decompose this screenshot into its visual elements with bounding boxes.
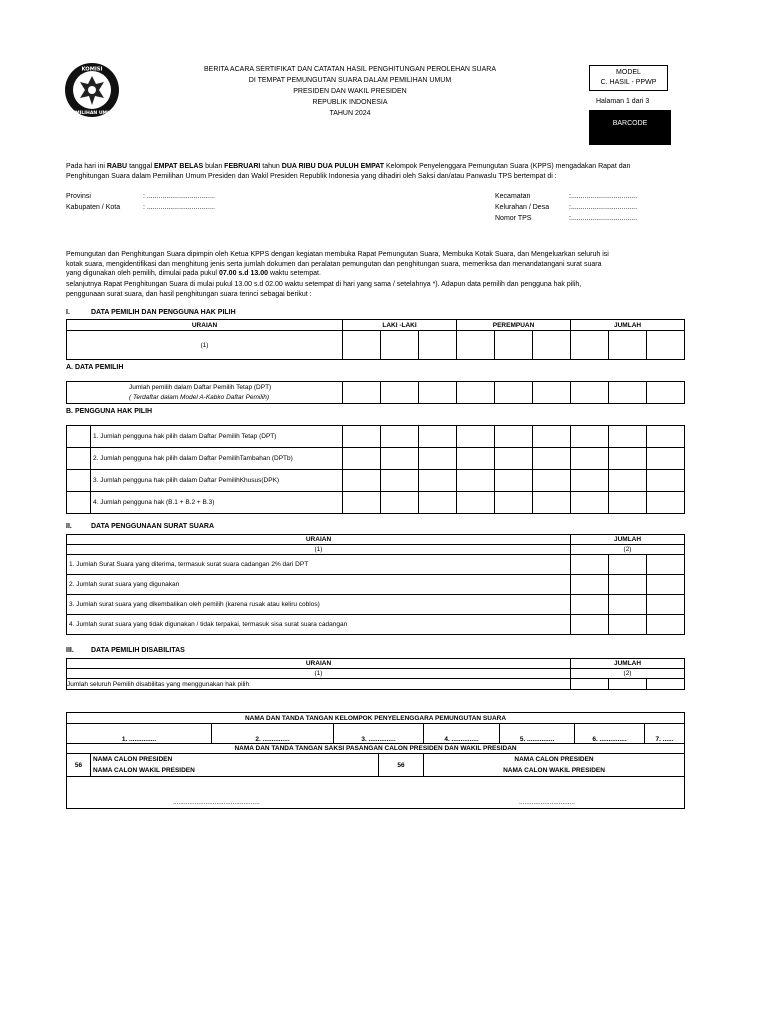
input-cell[interactable] [381,426,419,448]
intro-date: EMPAT BELAS [153,163,204,170]
input-cell[interactable] [495,331,533,360]
saksi-signature-title: NAMA DAN TANDA TANGAN SAKSI PASANGAN CALON PRESIDEN DAN WAKIL PRESIDAN [67,744,685,754]
input-cell[interactable] [343,331,381,360]
intro-text: Kelompok Penyelenggara Pemungutan Suara (KPPS) mengadakan Rapat dan [386,163,631,170]
input-cell[interactable] [381,492,419,514]
col-perempuan: PEREMPUAN [457,320,571,331]
right-cawapres: NAMA CALON WAKIL PRESIDEN [503,767,605,774]
col-number: (2) [571,669,685,679]
left-capres: NAMA CALON PRESIDEN [93,756,173,763]
input-cell[interactable] [609,382,647,404]
signature-area[interactable] [67,777,685,809]
input-cell[interactable] [571,555,609,575]
tps-label: Nomor TPS [495,215,532,222]
input-cell[interactable] [609,331,647,360]
input-cell[interactable] [419,331,457,360]
col-uraian: URAIAN [67,659,571,669]
input-cell[interactable] [647,331,685,360]
input-cell[interactable] [609,679,647,690]
row-index [67,426,91,448]
input-cell[interactable] [495,492,533,514]
input-cell[interactable] [533,426,571,448]
input-cell[interactable] [609,448,647,470]
row-index [67,492,91,514]
input-cell[interactable] [381,448,419,470]
input-cell[interactable] [647,615,685,635]
model-label: MODEL [616,69,641,76]
input-cell[interactable] [647,448,685,470]
input-cell[interactable] [609,595,647,615]
row-dpt-note: ( Terdaftar dalam Model A-Kabko Daftar Pemilih) [129,393,270,401]
row-ss3: 3. Jumlah surat suara yang dikembalikan oleh pemilih (karena rusak atau keliru coblos) [67,595,571,615]
pengguna-hak-pilih-table [66,425,685,514]
row-ss2: 2. Jumlah surat suara yang digunakan [67,575,571,595]
col-jumlah: JUMLAH [571,320,685,331]
left-candidate-names [91,754,379,777]
procedure-line: kotak suara, mengidentifikasi dan menghitung jenis serta jumlah dokumen dan peralatan pemungutan dan penghitungan suara, memeriksa dan menandatangani surat suara [66,260,602,268]
data-pemilih-table [66,381,685,404]
kpps-member-6[interactable]: 6. ............... [575,724,645,744]
input-cell[interactable] [647,470,685,492]
input-cell[interactable] [571,575,609,595]
input-cell[interactable] [571,679,609,690]
row-index [67,448,91,470]
input-cell[interactable] [533,331,571,360]
kpps-member-7[interactable]: 7. ...... [645,724,685,744]
input-cell[interactable] [647,555,685,575]
kpu-logo [64,62,120,118]
provinsi-label: Provinsi [66,193,91,200]
input-cell[interactable] [647,492,685,514]
input-cell[interactable] [343,426,381,448]
row-number: (1) [67,331,343,360]
input-cell[interactable] [647,575,685,595]
continuation-line: penggunaan surat suara, dan hasil penghitungan suara terinci sebagai berikut : [66,290,312,298]
barcode: BARCODE [589,110,671,145]
row-b2: 2. Jumlah pengguna hak pilih dalam Daftar PemilihTambahan (DPTb) [91,448,343,470]
procedure-time: 07.00 s.d 13.00 [218,270,268,277]
input-cell[interactable] [533,448,571,470]
input-cell[interactable] [457,426,495,448]
model-box [589,65,668,91]
kelurahan-field[interactable]: :.................................. [569,204,638,211]
input-cell[interactable] [609,492,647,514]
intro-text: bulan [205,163,223,170]
row-ss1: 1. Jumlah Surat Suara yang diterima, termasuk surat suara cadangan 2% dari DPT [67,555,571,575]
left-cawapres: NAMA CALON WAKIL PRESIDEN [93,767,195,774]
right-candidate-number: 56 [379,754,424,777]
kecamatan-field[interactable]: :.................................. [569,193,638,200]
intro-month: FEBRUARI [224,163,261,170]
section-2-table [66,534,685,635]
col-uraian: URAIAN [67,320,343,331]
input-cell[interactable] [609,426,647,448]
input-cell[interactable] [419,426,457,448]
right-signature-line[interactable]: ............................... [519,799,575,806]
input-cell[interactable] [419,492,457,514]
col-laki: LAKI -LAKI [343,320,457,331]
row-disabilitas: Jumlah seluruh Pemilih disabilitas yang menggunakan hak pilih [67,679,571,690]
input-cell[interactable] [419,448,457,470]
left-candidate-number: 56 [67,754,91,777]
input-cell[interactable] [343,470,381,492]
kabupaten-field[interactable]: : ................................... [143,204,215,211]
continuation-paragraph [66,280,706,299]
continuation-line: selanjutnya Rapat Penghitungan Suara di mulai pukul 13.00 s.d 02.00 waktu setempat di hari yang sama / setelahnya *). Adapun data pemilih dan pengguna hak pilih, [66,281,582,288]
section-3-title: DATA PEMILIH DISABILITAS [91,647,185,654]
kpps-member-5[interactable]: 5. ............... [500,724,575,744]
input-cell[interactable] [419,470,457,492]
input-cell[interactable] [495,426,533,448]
input-cell[interactable] [609,575,647,595]
input-cell[interactable] [495,448,533,470]
procedure-line: waktu setempat. [269,270,321,277]
kabupaten-label: Kabupaten / Kota [66,204,121,211]
model-code: C. HASIL - PPWP [600,79,657,86]
provinsi-field[interactable]: : ................................... [143,193,215,200]
row-dpt-label: Jumlah pemilih dalam Daftar Pemilih Tetap (DPT) [129,383,272,391]
left-signature-line[interactable]: ................................................ [173,799,260,806]
input-cell[interactable] [609,615,647,635]
col-jumlah: JUMLAH [571,535,685,545]
input-cell[interactable] [457,331,495,360]
kpps-signature-title: NAMA DAN TANDA TANGAN KELOMPOK PENYELENGGARA PEMUNGUTAN SUARA [67,713,685,724]
input-cell[interactable] [533,382,571,404]
intro-paragraph [66,162,706,181]
row-dpt [67,382,343,404]
input-cell[interactable] [571,470,609,492]
right-candidate-names [424,754,685,777]
input-cell[interactable] [647,426,685,448]
document-title [150,64,550,119]
input-cell[interactable] [381,331,419,360]
input-cell[interactable] [381,382,419,404]
intro-text: tahun [262,163,280,170]
kpps-member-3[interactable]: 3. ............... [334,724,424,744]
col-number: (1) [67,545,571,555]
title-line: TAHUN 2024 [329,110,371,117]
kpps-member-4[interactable]: 4. ............... [424,724,500,744]
row-b3: 3. Jumlah pengguna hak pilih dalam Daftar PemilihKhusus(DPK) [91,470,343,492]
input-cell[interactable] [419,382,457,404]
row-b4: 4. Jumlah pengguna hak (B.1 + B.2 + B.3) [91,492,343,514]
section-1-number: I. [66,309,70,316]
input-cell[interactable] [381,470,419,492]
input-cell[interactable] [343,448,381,470]
input-cell[interactable] [457,470,495,492]
input-cell[interactable] [571,595,609,615]
section-1-table [66,319,685,360]
input-cell[interactable] [571,331,609,360]
col-number: (1) [67,669,571,679]
kpps-member-2[interactable]: 2. ............... [212,724,334,744]
kelurahan-label: Kelurahan / Desa [495,204,550,211]
input-cell[interactable] [647,679,685,690]
input-cell[interactable] [495,382,533,404]
section-3-table [66,658,685,690]
page-number: Halaman 1 dari 3 [596,98,650,105]
intro-day: RABU [106,163,128,170]
title-line: PRESIDEN DAN WAKIL PRESIDEN [293,88,407,95]
col-number: (2) [571,545,685,555]
input-cell[interactable] [533,470,571,492]
input-cell[interactable] [343,382,381,404]
procedure-line: Pemungutan dan Penghitungan Suara dipimpin oleh Ketua KPPS dengan kegiatan membuka Rapat Pemungutan Suara, Membuka Kotak Suara, dan Mengeluarkan seluruh isi [66,251,609,258]
input-cell[interactable] [571,426,609,448]
input-cell[interactable] [609,470,647,492]
subsection-a-title: A. DATA PEMILIH [66,364,124,371]
section-1-title: DATA PEMILIH DAN PENGGUNA HAK PILIH [91,309,236,316]
subsection-b-title: B. PENGGUNA HAK PILIH [66,408,153,415]
right-capres: NAMA CALON PRESIDEN [514,756,594,763]
title-line: DI TEMPAT PEMUNGUTAN SUARA DALAM PEMILIHAN UMUM [248,77,452,84]
intro-year: DUA RIBU DUA PULUH EMPAT [281,163,385,170]
input-cell[interactable] [571,615,609,635]
row-b1: 1. Jumlah pengguna hak pilih dalam Daftar Pemilih Tetap (DPT) [91,426,343,448]
input-cell[interactable] [495,470,533,492]
title-line: REPUBLIK INDONESIA [312,99,388,106]
kecamatan-label: Kecamatan [495,193,531,200]
col-uraian: URAIAN [67,535,571,545]
intro-text: tanggal [129,163,153,170]
input-cell[interactable] [457,382,495,404]
input-cell[interactable] [571,492,609,514]
svg-text:KOMISI: KOMISI [81,66,103,73]
section-3-number: III. [66,647,74,654]
section-2-title: DATA PENGGUNAAN SURAT SUARA [91,523,215,530]
intro-line2: Penghitungan Suara dalam Pemilihan Umum Presiden dan Wakil Presiden Republik Indonesia yang dihadiri oleh Saksi dan/atau Panwaslu TPS bertempat di : [66,172,557,180]
svg-text:PEMILIHAN UMUM: PEMILIHAN UMUM [68,111,116,116]
input-cell[interactable] [343,492,381,514]
row-index [67,470,91,492]
input-cell[interactable] [533,492,571,514]
signature-table [66,712,685,809]
section-2-number: II. [66,523,72,530]
row-ss4: 4. Jumlah surat suara yang tidak digunakan / tidak terpakai, termasuk sisa surat suara cadangan [67,615,571,635]
input-cell[interactable] [457,492,495,514]
input-cell[interactable] [457,448,495,470]
input-cell[interactable] [647,595,685,615]
input-cell[interactable] [609,555,647,575]
input-cell[interactable] [571,448,609,470]
procedure-paragraph [66,250,706,279]
input-cell[interactable] [571,382,609,404]
intro-text: Pada hari ini [66,163,105,170]
kpps-member-1[interactable]: 1. ............... [67,724,212,744]
input-cell[interactable] [647,382,685,404]
tps-field[interactable]: :.................................. [569,215,638,222]
procedure-line: yang digunakan oleh pemilih, dimulai pada pukul [66,270,217,277]
title-line: BERITA ACARA SERTIFIKAT DAN CATATAN HASIL PENGHITUNGAN PEROLEHAN SUARA [204,66,496,73]
col-jumlah: JUMLAH [571,659,685,669]
